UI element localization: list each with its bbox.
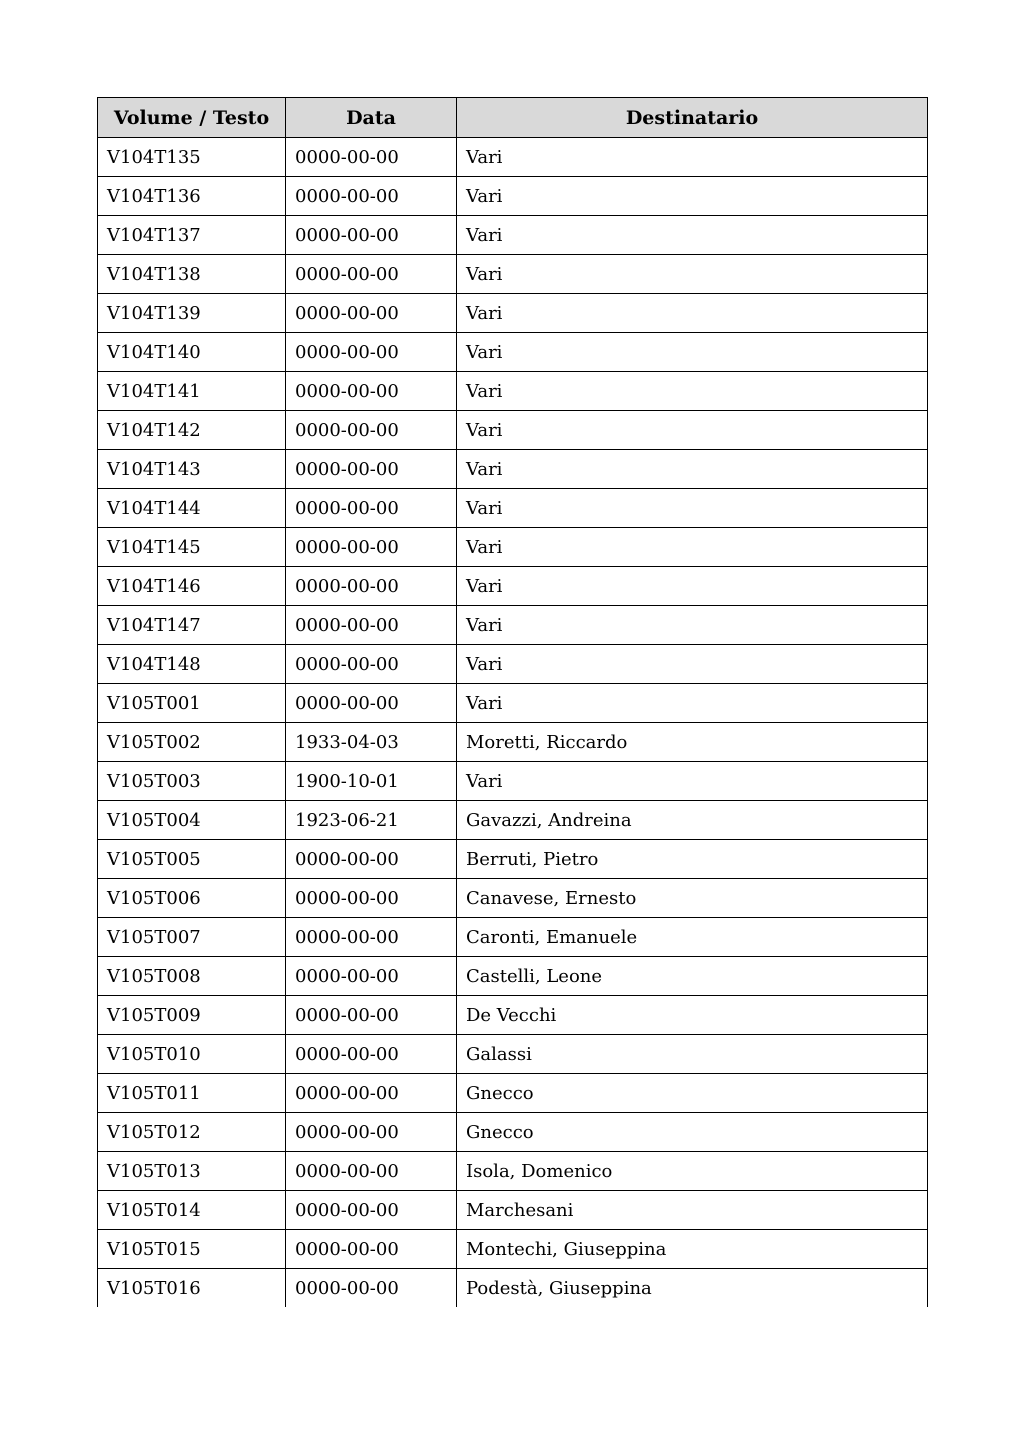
data-cell: 0000-00-00: [286, 411, 457, 450]
data-cell: 0000-00-00: [286, 1191, 457, 1230]
destinatario-cell: Vari: [457, 606, 928, 645]
volume-testo-cell: V104T135: [98, 138, 286, 177]
data-cell: 1933-04-03: [286, 723, 457, 762]
table-row: [98, 1113, 928, 1152]
destinatario-cell: Isola, Domenico: [457, 1152, 928, 1191]
data-cell: 0000-00-00: [286, 606, 457, 645]
data-cell: 0000-00-00: [286, 684, 457, 723]
data-cell: 0000-00-00: [286, 1035, 457, 1074]
data-cell: 0000-00-00: [286, 489, 457, 528]
table-row: [98, 606, 928, 645]
destinatario-cell: Vari: [457, 177, 928, 216]
destinatario-cell: Vari: [457, 372, 928, 411]
table-row: [98, 489, 928, 528]
data-cell: 0000-00-00: [286, 372, 457, 411]
volume-testo-cell: V105T008: [98, 957, 286, 996]
data-cell: 0000-00-00: [286, 879, 457, 918]
data-cell: 0000-00-00: [286, 1269, 457, 1308]
table-row: [98, 138, 928, 177]
destinatario-cell: Caronti, Emanuele: [457, 918, 928, 957]
table-row: [98, 723, 928, 762]
data-cell: 0000-00-00: [286, 918, 457, 957]
data-cell: 0000-00-00: [286, 840, 457, 879]
destinatario-cell: Vari: [457, 333, 928, 372]
table-row: [98, 567, 928, 606]
volume-testo-cell: V105T001: [98, 684, 286, 723]
destinatario-cell: Podestà, Giuseppina: [457, 1269, 928, 1308]
volume-testo-cell: V104T146: [98, 567, 286, 606]
destinatario-cell: Vari: [457, 762, 928, 801]
table-row: [98, 372, 928, 411]
destinatario-cell: Castelli, Leone: [457, 957, 928, 996]
destinatario-cell: Galassi: [457, 1035, 928, 1074]
data-cell: 0000-00-00: [286, 1113, 457, 1152]
data-cell: 0000-00-00: [286, 528, 457, 567]
table-row: [98, 684, 928, 723]
data-cell: 0000-00-00: [286, 996, 457, 1035]
destinatario-cell: Vari: [457, 411, 928, 450]
data-cell: 0000-00-00: [286, 177, 457, 216]
table-row: [98, 411, 928, 450]
volume-testo-cell: V104T142: [98, 411, 286, 450]
volume-testo-cell: V105T003: [98, 762, 286, 801]
volume-testo-cell: V105T007: [98, 918, 286, 957]
letters-register-table: [97, 97, 928, 1307]
table-row: [98, 1152, 928, 1191]
table-row: [98, 294, 928, 333]
column-header-data: Data: [286, 98, 457, 138]
data-cell: 0000-00-00: [286, 255, 457, 294]
destinatario-cell: Canavese, Ernesto: [457, 879, 928, 918]
table-row: [98, 996, 928, 1035]
volume-testo-cell: V105T012: [98, 1113, 286, 1152]
data-cell: 0000-00-00: [286, 1230, 457, 1269]
volume-testo-cell: V104T143: [98, 450, 286, 489]
table-row: [98, 450, 928, 489]
table-body: [98, 138, 928, 1308]
volume-testo-cell: V104T140: [98, 333, 286, 372]
destinatario-cell: Marchesani: [457, 1191, 928, 1230]
volume-testo-cell: V104T139: [98, 294, 286, 333]
volume-testo-cell: V104T148: [98, 645, 286, 684]
volume-testo-cell: V105T011: [98, 1074, 286, 1113]
table-row: [98, 1035, 928, 1074]
table-row: [98, 333, 928, 372]
destinatario-cell: Vari: [457, 684, 928, 723]
destinatario-cell: Montechi, Giuseppina: [457, 1230, 928, 1269]
table-row: [98, 879, 928, 918]
table-row: [98, 957, 928, 996]
destinatario-cell: Berruti, Pietro: [457, 840, 928, 879]
table-header-row: [98, 98, 928, 138]
table-row: [98, 255, 928, 294]
table-row: [98, 762, 928, 801]
volume-testo-cell: V105T005: [98, 840, 286, 879]
data-cell: 0000-00-00: [286, 294, 457, 333]
volume-testo-cell: V105T006: [98, 879, 286, 918]
table-row: [98, 801, 928, 840]
data-cell: 0000-00-00: [286, 567, 457, 606]
volume-testo-cell: V104T145: [98, 528, 286, 567]
data-cell: 0000-00-00: [286, 957, 457, 996]
data-cell: 1923-06-21: [286, 801, 457, 840]
volume-testo-cell: V105T004: [98, 801, 286, 840]
volume-testo-cell: V105T009: [98, 996, 286, 1035]
volume-testo-cell: V105T002: [98, 723, 286, 762]
destinatario-cell: Vari: [457, 528, 928, 567]
destinatario-cell: Vari: [457, 138, 928, 177]
volume-testo-cell: V105T010: [98, 1035, 286, 1074]
destinatario-cell: Vari: [457, 294, 928, 333]
table-row: [98, 645, 928, 684]
column-header-destinatario: Destinatario: [457, 98, 928, 138]
table-row: [98, 1074, 928, 1113]
volume-testo-cell: V104T136: [98, 177, 286, 216]
table-row: [98, 1269, 928, 1308]
destinatario-cell: Vari: [457, 489, 928, 528]
data-cell: 1900-10-01: [286, 762, 457, 801]
table-row: [98, 216, 928, 255]
column-header-volume-testo: Volume / Testo: [98, 98, 286, 138]
destinatario-cell: Vari: [457, 255, 928, 294]
table-row: [98, 1191, 928, 1230]
data-cell: 0000-00-00: [286, 645, 457, 684]
data-cell: 0000-00-00: [286, 216, 457, 255]
table-row: [98, 840, 928, 879]
destinatario-cell: Moretti, Riccardo: [457, 723, 928, 762]
data-cell: 0000-00-00: [286, 1152, 457, 1191]
destinatario-cell: Gnecco: [457, 1113, 928, 1152]
table-row: [98, 918, 928, 957]
volume-testo-cell: V104T138: [98, 255, 286, 294]
destinatario-cell: Vari: [457, 645, 928, 684]
volume-testo-cell: V105T016: [98, 1269, 286, 1308]
table-row: [98, 177, 928, 216]
volume-testo-cell: V104T137: [98, 216, 286, 255]
volume-testo-cell: V104T147: [98, 606, 286, 645]
table-row: [98, 1230, 928, 1269]
volume-testo-cell: V105T015: [98, 1230, 286, 1269]
destinatario-cell: Vari: [457, 216, 928, 255]
data-cell: 0000-00-00: [286, 1074, 457, 1113]
table-row: [98, 528, 928, 567]
volume-testo-cell: V104T144: [98, 489, 286, 528]
data-cell: 0000-00-00: [286, 450, 457, 489]
destinatario-cell: Vari: [457, 450, 928, 489]
volume-testo-cell: V105T014: [98, 1191, 286, 1230]
destinatario-cell: Gnecco: [457, 1074, 928, 1113]
destinatario-cell: Gavazzi, Andreina: [457, 801, 928, 840]
data-cell: 0000-00-00: [286, 138, 457, 177]
volume-testo-cell: V104T141: [98, 372, 286, 411]
data-cell: 0000-00-00: [286, 333, 457, 372]
volume-testo-cell: V105T013: [98, 1152, 286, 1191]
destinatario-cell: Vari: [457, 567, 928, 606]
destinatario-cell: De Vecchi: [457, 996, 928, 1035]
